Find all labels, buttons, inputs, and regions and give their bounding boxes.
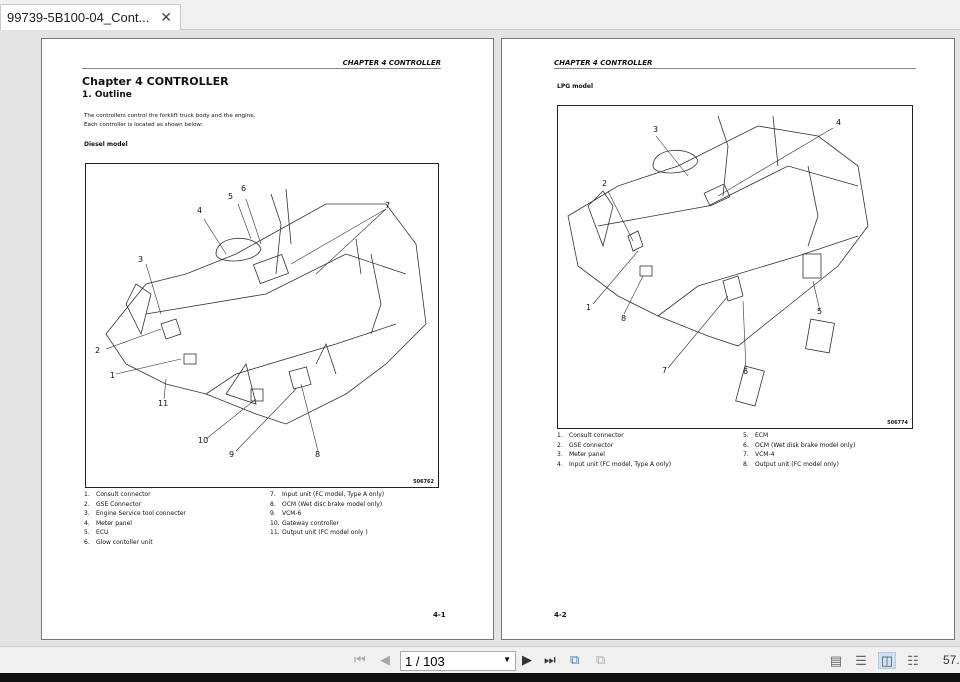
legend-item: 3. Engine Service tool connecter: [84, 510, 186, 517]
legend-item: 1. Consult connector: [557, 432, 624, 439]
legend-item: 5. ECU: [84, 529, 109, 536]
last-page-icon[interactable]: ⏭: [544, 652, 556, 667]
continuous-view-icon[interactable]: ☰: [855, 653, 867, 668]
page-number-field[interactable]: 1 / 103 ▼: [400, 651, 516, 671]
legend-item: 2. GSE connector: [557, 441, 614, 449]
legend-col-2: [270, 490, 384, 538]
callout-7: 7: [385, 201, 391, 210]
figure-code: 506774: [887, 420, 908, 426]
callout-5: 5: [817, 307, 823, 316]
page-4-1: [41, 38, 494, 640]
legend-item: 10. Gateway controller: [270, 519, 340, 527]
diesel-controller-diagram: [85, 163, 439, 488]
page-number: 4-2: [554, 611, 567, 619]
page-4-2: [501, 38, 955, 640]
callout-3: 3: [138, 255, 144, 264]
running-header: CHAPTER 4 CONTROLLER: [82, 59, 441, 69]
facing-view-icon[interactable]: ◫: [878, 652, 896, 669]
legend-item: 6. Glow contoller unit: [84, 538, 153, 546]
callout-11: 11: [158, 399, 169, 408]
callout-2: 2: [602, 179, 608, 188]
forklift-line-drawing: [558, 106, 914, 430]
callout-10: 10: [198, 436, 209, 445]
first-page-icon[interactable]: ⏮: [354, 652, 366, 667]
legend-item: 3. Meter panel: [557, 451, 605, 458]
legend-item: 5. ECM: [743, 432, 769, 439]
document-tab[interactable]: [0, 4, 181, 30]
callout-6: 6: [743, 367, 749, 376]
zoom-level[interactable]: 57.: [943, 653, 960, 667]
callout-5: 5: [228, 192, 234, 201]
next-page-icon[interactable]: ▶: [522, 652, 532, 667]
close-tab-icon[interactable]: ✕: [160, 9, 172, 25]
legend-item: 11. Output unit (FC model only ): [270, 529, 368, 536]
legend-item: 2. GSE Connector: [84, 500, 142, 508]
continuous-facing-view-icon[interactable]: ☷: [907, 653, 919, 668]
next-view-icon[interactable]: ⧉: [596, 652, 606, 667]
taskbar-strip: [0, 673, 960, 682]
navigation-toolbar: [0, 646, 960, 673]
callout-8: 8: [621, 314, 627, 323]
legend-item: 8. OCM (Wet disc brake model only): [270, 500, 383, 508]
callout-4: 4: [197, 206, 203, 215]
legend-item: 7. Input unit (FC model, Type A only): [270, 491, 385, 498]
document-viewer[interactable]: [0, 30, 960, 646]
section-title: 1. Outline: [82, 90, 132, 100]
legend-col-1: [84, 490, 186, 547]
legend-item: 4. Input unit (FC model, Type A only): [557, 460, 672, 468]
callout-3: 3: [653, 125, 659, 134]
legend-item: 1. Consult connector: [84, 491, 151, 498]
intro-paragraph: The controllers control the forklift truck body and the engine. Each controller is located as shown below:: [84, 113, 256, 128]
forklift-line-drawing: [86, 164, 440, 489]
running-header: CHAPTER 4 CONTROLLER: [554, 59, 916, 69]
chevron-down-icon[interactable]: ▼: [503, 655, 511, 664]
legend-item: 4. Meter panel: [84, 519, 132, 527]
legend-item: 6. OCM (Wet disk brake model only): [743, 441, 856, 449]
callout-1: 1: [586, 303, 592, 312]
callout-9: 9: [229, 450, 235, 459]
chapter-title: Chapter 4 CONTROLLER: [82, 75, 229, 88]
lpg-controller-diagram: [557, 105, 913, 429]
callout-7: 7: [662, 366, 668, 375]
callout-4: 4: [836, 118, 842, 127]
previous-page-icon[interactable]: ◀: [380, 652, 390, 667]
callout-8: 8: [315, 450, 321, 459]
legend-item: 9. VCM-6: [270, 510, 302, 517]
legend-col-2: [743, 431, 855, 469]
tab-title: 99739-5B100-04_Cont...: [7, 10, 150, 25]
callout-2: 2: [95, 346, 101, 355]
diesel-model-heading: Diesel model: [84, 141, 128, 148]
single-page-view-icon[interactable]: ▤: [829, 653, 843, 668]
tab-bar: [0, 0, 960, 30]
legend-item: 8. Output unit (FC model only): [743, 460, 839, 468]
figure-code: 506762: [413, 479, 434, 485]
page-number: 4-1: [433, 611, 446, 619]
callout-6: 6: [241, 184, 247, 193]
legend-col-1: [557, 431, 671, 469]
lpg-model-heading: LPG model: [557, 83, 594, 90]
legend-item: 7. VCM-4: [743, 451, 775, 458]
callout-1: 1: [110, 371, 116, 380]
previous-view-icon[interactable]: ⧉: [570, 652, 580, 667]
